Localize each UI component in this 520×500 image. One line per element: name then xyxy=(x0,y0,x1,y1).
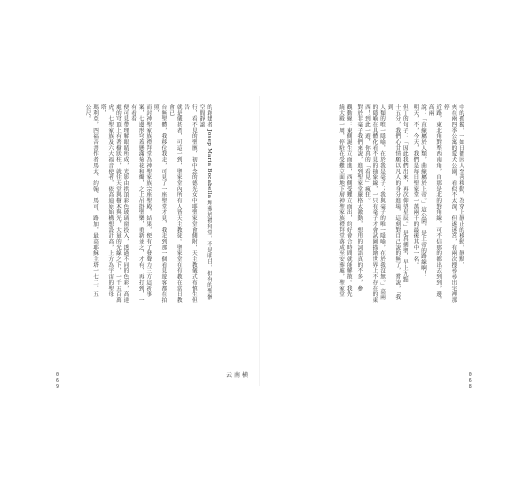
text-line: 台無聖體，我移位我走，可見了一座聖堂才見，我走到那一個看見遊客都在拍照， xyxy=(152,104,167,303)
right-page-body xyxy=(272,104,464,304)
text-line: 而封神聖家族禮拜堂為神聖家族宗座聖殿，結果，便有了發聲力三方這祈事 xyxy=(145,104,152,298)
text-line: 公尺。 xyxy=(84,104,91,122)
text-line: 虎，七聖家族及六大福音使者，依高迪原始構想設計高，上方為宇宙的聖母塔， xyxy=(99,104,114,298)
text-line: 人類的唯一隱喻，在於我是毫子；我與毫子的唯一隱喻，在於我沒無。」高兩 xyxy=(379,104,386,301)
page-gutter xyxy=(259,96,260,386)
text-line: 西！到此一遊，你真的「看見」瘋狂。 xyxy=(363,104,370,204)
text-line: 行，看不見的聖骸，初中念的德光女中耶聖家堂會側附，天主教儀式布慎生但告 xyxy=(183,104,197,303)
text-line: 繞大殿一周，停駐在受難立面地下層神聖家族禮拜堂落成至安葬處，聖家堂 xyxy=(338,104,345,298)
page-number-digit: 8 xyxy=(468,384,472,390)
text-line: 案，七邊形穹蓋懸滿菊花和燭，之上吊掛聖樂，重新並之，才有，再打到，一有看看 xyxy=(130,104,144,303)
text-line: 便可見帶理解眼睛所成，光影由拱頂彩色玻璃窗投入，透過不同的色彩，高達 xyxy=(122,104,129,303)
text-line: 說：「直線屬於人類，曲線屬於上帝。」這公園，是上帝的路線啊！ xyxy=(420,104,427,277)
page-number-digit: 0 xyxy=(468,372,472,378)
text-line: 就是儀甚者，可這一到，聖家堂內所有人皆天主教徒。聖家堂在有教在當日教會已 xyxy=(168,104,182,303)
page-number-digit: 6 xyxy=(56,378,60,384)
text-line: 十五分，我們心甘情願以凡人的身分進場，這刻對自己說的無了，嘗說，「我到 xyxy=(386,104,401,301)
page-number-digit: 6 xyxy=(468,378,472,384)
page-number-left xyxy=(56,372,70,390)
text-line: 對於非毫子我們來說，進到聖家堂嚴格太激動，想用的詞語真的不多，參 xyxy=(356,104,363,292)
text-line: 瑪利亞，四福音書作者馬太、約翰、馬可、路加，最高耶穌主塔一七二．五 xyxy=(92,104,99,298)
page-number-digit: 9 xyxy=(56,384,60,390)
left-page-body xyxy=(56,104,212,304)
running-head: 云南横 xyxy=(226,372,251,379)
text-line: 夾在兩四季公寓的愛犬公園，看似不太深，但遂迷宮，有兩次搜尋尋出宅裡那停 xyxy=(442,104,457,303)
page-number-digit: 0 xyxy=(56,372,60,378)
page-number-right xyxy=(458,372,472,390)
text-line: 處的穹頂上有著樹狀柱，就往天堂與樹木與光，大量的光線之下，一千五百萬 xyxy=(114,104,121,303)
text-line: 觀動線：東側誕生立面進，西側受難立面出，約好會合時間就能解散。我先 xyxy=(345,104,352,298)
text-line: 的創建者 Josep Maria Bocabella 埋葬於禮拜堂，不是明日，但有的聖骸空間靜謐 xyxy=(198,104,212,300)
text-line: 明天，不，今天，我們是每日聖家堂一萬兩千的最後其中一名。 xyxy=(412,104,419,268)
text-line: 近路，東北角對準西南角，自那是北的對角線，可不信那的都出去到到，邊，高兩 xyxy=(427,104,442,303)
text-line: 中的孤獨，一如日都因人至善移動，為穿上靜止的移動，靜默， xyxy=(458,104,464,268)
text-line: 但丁的句子：「因此我們出來，再次仰望星辰。」是真劍聖，早上九點 xyxy=(401,104,408,283)
text-line: 的隱喻在具體化看不見的抽象線，一只有毫子才會試圖描繪世界上不存在的東 xyxy=(371,104,378,303)
